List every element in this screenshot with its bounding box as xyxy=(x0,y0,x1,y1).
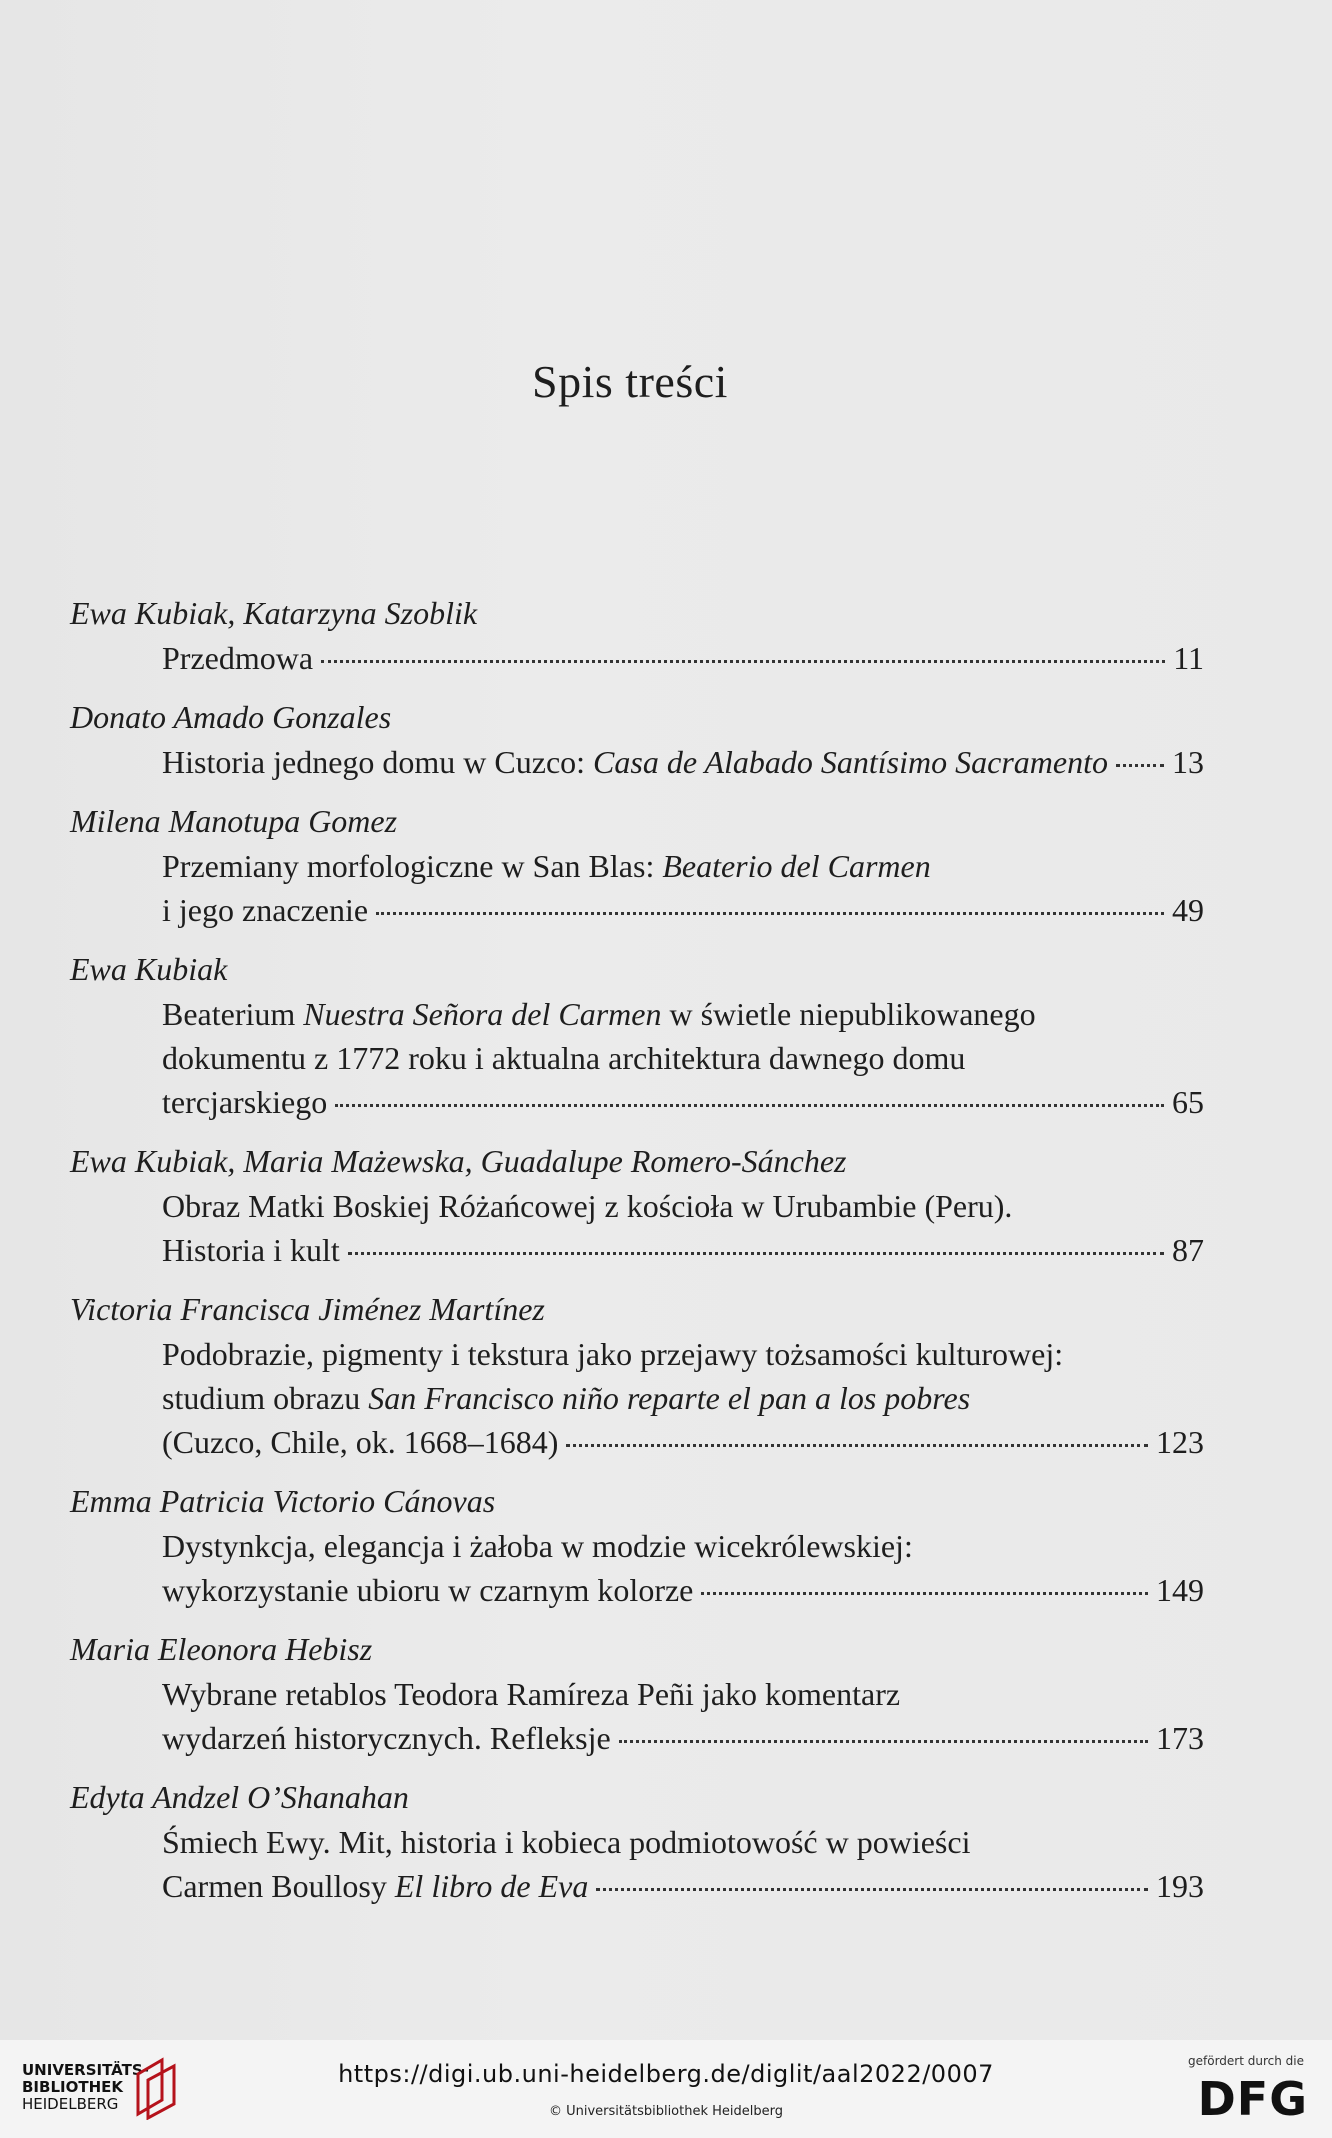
toc-entry[interactable] xyxy=(70,694,1204,784)
dot-leader xyxy=(701,1592,1148,1595)
dot-leader xyxy=(619,1740,1148,1743)
dfg-funding-note: gefördert durch die xyxy=(1188,2054,1304,2068)
dfg-logo[interactable]: DFG xyxy=(1197,2072,1308,2126)
toc-author: Milena Manotupa Gomez xyxy=(70,803,398,839)
title-last-segment xyxy=(162,1864,588,1908)
toc-title-line xyxy=(70,844,1204,888)
toc-author: Ewa Kubiak, Katarzyna Szoblik xyxy=(70,595,478,631)
page-number: 123 xyxy=(1156,1424,1204,1460)
permalink-url[interactable]: https://digi.ub.uni-heidelberg.de/diglit/aal2022/0007 xyxy=(338,2060,994,2088)
title-italic-text: San Francisco niño reparte el pan a los pobres xyxy=(368,1380,971,1416)
title-text: studium obrazu xyxy=(162,1380,369,1416)
page-number: 149 xyxy=(1156,1572,1204,1608)
toc-author: Ewa Kubiak, Maria Mażewska, Guadalupe Romero-Sánchez xyxy=(70,1143,847,1179)
title-italic-text: Beaterio del Carmen xyxy=(662,848,931,884)
toc-author: Edyta Andzel O’Shanahan xyxy=(70,1779,409,1815)
toc-entry[interactable] xyxy=(70,1478,1204,1612)
toc-entry[interactable] xyxy=(70,590,1204,680)
toc-title-line xyxy=(70,1036,1204,1080)
toc-entry[interactable] xyxy=(70,946,1204,1124)
page-number: 11 xyxy=(1173,640,1204,676)
title-italic-text: Casa de Alabado Santísimo Sacramento xyxy=(593,744,1108,780)
dot-leader xyxy=(348,1252,1164,1255)
toc-title-line xyxy=(70,888,1204,932)
title-last-segment xyxy=(162,1228,340,1272)
toc-title-line xyxy=(70,740,1204,784)
toc-author: Maria Eleonora Hebisz xyxy=(70,1631,373,1667)
title-italic-text: Nuestra Señora del Carmen xyxy=(303,996,662,1032)
toc-title-line xyxy=(70,636,1204,680)
title-text: Carmen Boullosy xyxy=(162,1868,395,1904)
dot-leader xyxy=(335,1104,1164,1107)
toc-title-line xyxy=(70,1672,1204,1716)
title-last-segment xyxy=(162,1080,327,1124)
title-text: i jego znaczenie xyxy=(162,892,369,928)
title-text: wykorzystanie ubioru w czarnym kolorze xyxy=(162,1572,694,1608)
toc-title-line xyxy=(70,1332,1204,1376)
title-text: w świetle niepublikowanego xyxy=(661,996,1036,1032)
page-number: 13 xyxy=(1172,744,1204,780)
title-last-segment xyxy=(162,1420,558,1464)
dot-leader xyxy=(1116,764,1164,767)
copyright-notice: © Universitätsbibliothek Heidelberg xyxy=(548,2104,783,2119)
title-last-segment xyxy=(162,740,1108,784)
page-number: 173 xyxy=(1156,1720,1204,1756)
title-last-segment xyxy=(162,1568,693,1612)
toc-title-line xyxy=(70,1080,1204,1124)
toc-entry[interactable] xyxy=(70,1626,1204,1760)
toc-title-line xyxy=(70,1228,1204,1272)
title-text: (Cuzco, Chile, ok. 1668–1684) xyxy=(162,1424,559,1460)
title-text: Śmiech Ewy. Mit, historia i kobieca podmiotowość w powieści xyxy=(162,1824,971,1860)
toc-title-line xyxy=(70,1568,1204,1612)
page-number: 193 xyxy=(1156,1868,1204,1904)
toc-title-line xyxy=(70,1716,1204,1760)
title-text: Podobrazie, pigmenty i tekstura jako przejawy tożsamości kulturowej: xyxy=(162,1336,1064,1372)
toc-title-line xyxy=(70,1376,1204,1420)
toc-title-line xyxy=(70,992,1204,1036)
logo-line-2: BIBLIOTHEK xyxy=(22,2078,123,2096)
table-of-contents xyxy=(70,590,1204,1922)
title-text: Obraz Matki Boskiej Różańcowej z kościoła w Urubambie (Peru). xyxy=(162,1188,1013,1224)
toc-title-line xyxy=(70,1864,1204,1908)
title-text: Beaterium xyxy=(162,996,304,1032)
toc-author: Emma Patricia Victorio Cánovas xyxy=(70,1483,496,1519)
title-text: wydarzeń historycznych. Refleksje xyxy=(162,1720,611,1756)
toc-entry[interactable] xyxy=(70,1774,1204,1908)
bleed-through-header xyxy=(64,180,1194,210)
toc-author: Ewa Kubiak xyxy=(70,951,228,987)
viewer-footer xyxy=(0,2040,1332,2138)
dot-leader xyxy=(321,660,1165,663)
title-text: Przemiany morfologiczne w San Blas: xyxy=(162,848,663,884)
page-title: Spis treści xyxy=(532,356,728,407)
toc-author: Victoria Francisca Jiménez Martínez xyxy=(70,1291,545,1327)
toc-entry[interactable] xyxy=(70,798,1204,932)
title-text: Historia i kult xyxy=(162,1232,340,1268)
title-italic-text: El libro de Eva xyxy=(394,1868,589,1904)
toc-title-line xyxy=(70,1820,1204,1864)
toc-author: Donato Amado Gonzales xyxy=(70,699,392,735)
title-text: Przedmowa xyxy=(162,640,314,676)
page-number: 87 xyxy=(1172,1232,1204,1268)
title-last-segment xyxy=(162,1716,611,1760)
dot-leader xyxy=(596,1888,1148,1891)
page-number: 49 xyxy=(1172,892,1204,928)
toc-entry[interactable] xyxy=(70,1286,1204,1464)
toc-entry[interactable] xyxy=(70,1138,1204,1272)
title-text: tercjarskiego xyxy=(162,1084,328,1120)
dot-leader xyxy=(566,1444,1148,1447)
toc-title-line xyxy=(70,1420,1204,1464)
title-text: Dystynkcja, elegancja i żałoba w modzie wicekrólewskiej: xyxy=(162,1528,913,1564)
toc-title-line xyxy=(70,1184,1204,1228)
title-text: Wybrane retablos Teodora Ramíreza Peñi jako komentarz xyxy=(162,1676,901,1712)
page-number: 65 xyxy=(1172,1084,1204,1120)
title-text: dokumentu z 1772 roku i aktualna architektura dawnego domu xyxy=(162,1040,966,1076)
logo-line-1: UNIVERSITÄTS- xyxy=(22,2061,149,2079)
title-text: Historia jednego domu w Cuzco: xyxy=(162,744,594,780)
dot-leader xyxy=(376,912,1164,915)
title-last-segment xyxy=(162,888,368,932)
toc-title-line xyxy=(70,1524,1204,1568)
logo-line-3: HEIDELBERG xyxy=(22,2095,119,2113)
title-last-segment xyxy=(162,636,313,680)
